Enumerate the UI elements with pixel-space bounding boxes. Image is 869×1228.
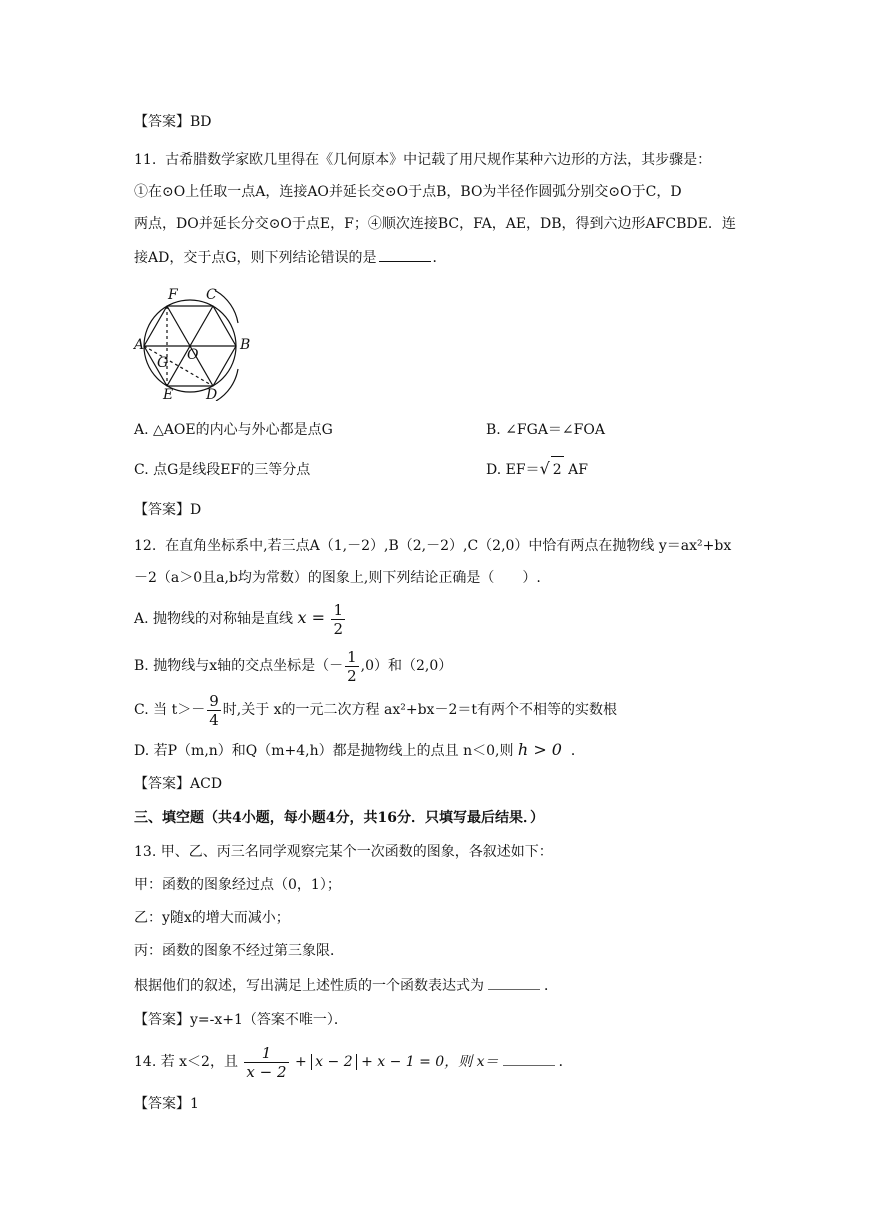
answer-blank[interactable] [488, 975, 540, 990]
q14-answer: 【答案】1 [134, 1096, 199, 1112]
fraction: $\frac{1}{x - 2}$ [246, 1043, 287, 1081]
q13-line-2: 甲：函数的图象经过点（0，1）； [134, 877, 341, 893]
q11-line-3: 两点，DO并延长分交⊙O于点E，F；④顺次连接BC，FA，AE，DB，得到六边形AFCBDE．连 [134, 216, 736, 232]
section-title: 三、填空题（共4小题，每小题4分，共16分．只填写最后结果．） [134, 810, 544, 826]
q11-option-a: A. △AOE的内心与外心都是点G [134, 422, 333, 438]
q13-answer: 【答案】y=-x+1（答案不唯一）． [134, 1012, 348, 1028]
q11-option-c: C. 点G是线段EF的三等分点 [134, 462, 311, 478]
label-a: A [134, 337, 145, 353]
absolute-value: x − 2 [311, 1054, 356, 1070]
q13-line-5: 根据他们的叙述，写出满足上述性质的一个函数表达式为 ． [134, 975, 558, 996]
label-c: C [206, 287, 217, 303]
q12-answer: 【答案】ACD [134, 776, 223, 792]
q11-option-b: B. ∠FGA＝∠FOA [486, 422, 605, 438]
q12-option-c: C. 当 t＞－ $\frac{9}{4}$ 时,关于 x的一元二次方程 ax²+bx－2＝t有两个不相等的实数根 [134, 691, 617, 729]
label-o: O [187, 347, 199, 363]
fraction: $\frac{1}{2}$ [333, 600, 343, 638]
fraction: $\frac{9}{4}$ [209, 691, 219, 729]
q12-line-2: －2（a＞0且a,b均为常数）的图象上,则下列结论正确是（ ）. [134, 570, 541, 586]
q10-answer: 【答案】BD [134, 114, 212, 130]
q12-option-b: B. 抛物线与x轴的交点坐标是（－ $\frac{1}{2}$ ,0）和（2,0） [134, 647, 453, 685]
q13-line-4: 丙：函数的图象不经过第三象限． [134, 943, 344, 959]
answer-blank[interactable] [503, 1051, 555, 1066]
hexagon-figure [132, 283, 262, 401]
q14-line: 14. 若 x＜2，且 $\frac{1}{x - 2}$ + x − 2 + x − 1 = 0，则 x＝ ． [134, 1043, 573, 1081]
label-d: D [206, 387, 218, 401]
q11-option-d: D. EF＝√ 2 AF [486, 456, 588, 483]
q12-line-1: 12. 在直角坐标系中,若三点A（1,－2）,B（2,－2）,C（2,0）中恰有两点在抛物线 y＝ax²+bx [134, 538, 732, 554]
answer-blank[interactable] [379, 247, 431, 262]
label-e: E [163, 387, 174, 401]
q11-line-2: ①在⊙O上任取一点A，连接AO并延长交⊙O于点B，BO为半径作圆弧分别交⊙O于C，D [134, 184, 682, 200]
label-f: F [168, 287, 178, 303]
label-g: G [157, 355, 169, 371]
q12-option-d: D. 若P（m,n）和Q（m+4,h）都是抛物线上的点且 n＜0,则 h > 0 ． [134, 740, 585, 759]
q11-line-1: 11. 古希腊数学家欧几里得在《几何原本》中记载了用尺规作某种六边形的方法，其步骤是： [134, 152, 712, 168]
fraction: $\frac{1}{2}$ [347, 647, 357, 685]
q13-line-1: 13. 甲、乙、丙三名同学观察完某个一次函数的图象，各叙述如下： [134, 844, 553, 860]
label-b: B [240, 337, 251, 353]
q11-answer: 【答案】D [134, 502, 202, 518]
q12-option-a: A. 抛物线的对称轴是直线 x = $\frac{1}{2}$ [134, 600, 343, 638]
q13-line-3: 乙：y随x的增大而减小； [134, 910, 290, 926]
q11-line-4: 接AD，交于点G，则下列结论错误的是 ． [134, 247, 447, 268]
